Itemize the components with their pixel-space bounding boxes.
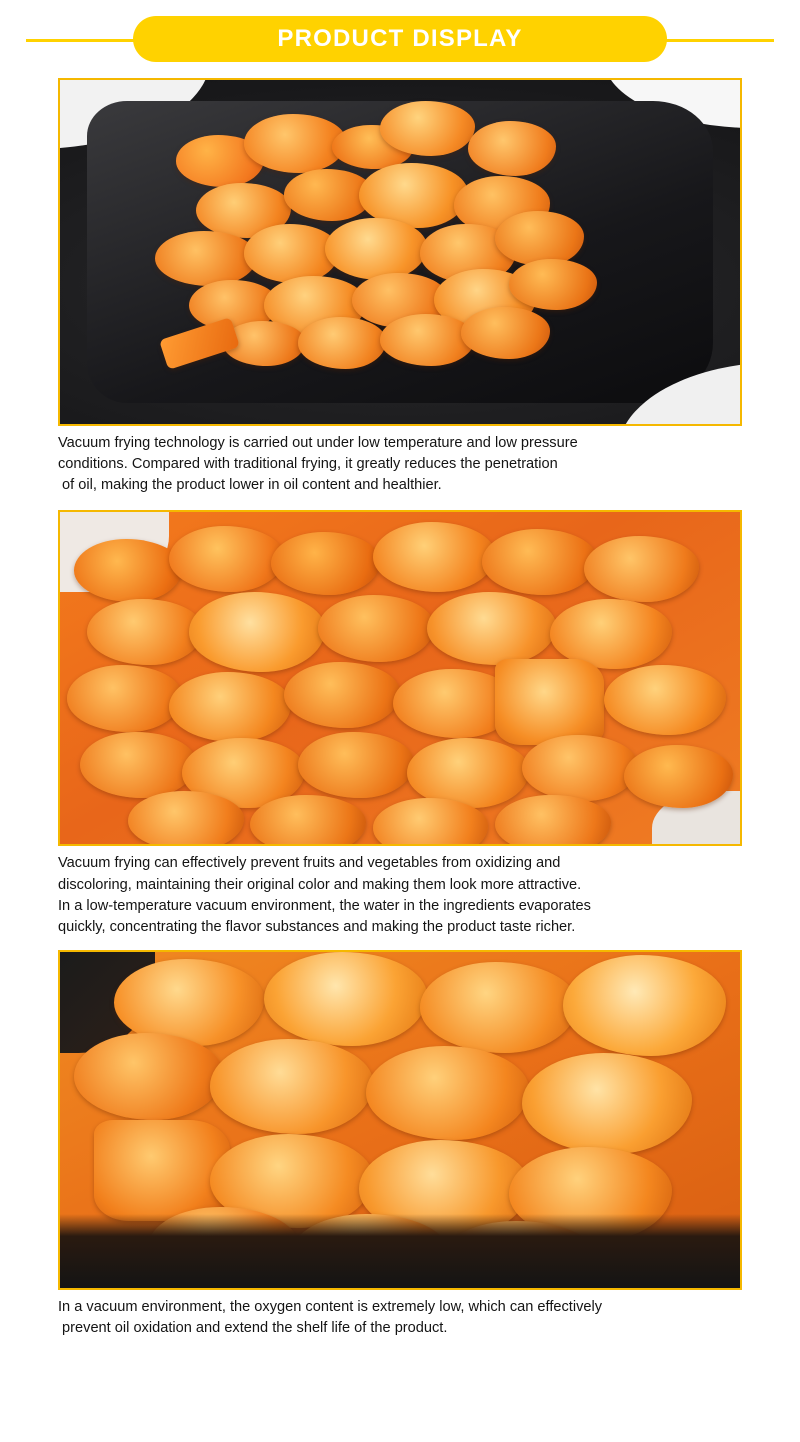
caption-line: discoloring, maintaining their original color and making them look more attractive. <box>58 876 582 893</box>
product-caption-1 <box>58 426 742 496</box>
caption-line: In a vacuum environment, the oxygen content is extremely low, which can effectively <box>58 1299 603 1316</box>
product-section-3 <box>0 950 800 1339</box>
caption-line: Vacuum frying can effectively prevent fruits and vegetables from oxidizing and <box>58 855 561 872</box>
page-title: PRODUCT DISPLAY <box>277 25 523 52</box>
caption-line: In a low-temperature vacuum environment, the water in the ingredients evaporates <box>58 897 591 914</box>
close-up-carrot-slices-image <box>60 512 740 844</box>
caption-line: conditions. Compared with traditional frying, it greatly reduces the penetration <box>58 456 558 473</box>
page-title-banner <box>133 16 667 62</box>
page-header <box>0 0 800 78</box>
product-section-2 <box>0 510 800 938</box>
chip-pile-1 <box>60 80 740 424</box>
product-caption-2 <box>58 846 742 938</box>
product-caption-3 <box>58 1290 742 1339</box>
product-image-3 <box>58 950 742 1290</box>
caption-line: Vacuum frying technology is carried out under low temperature and low pressure <box>58 435 578 451</box>
product-image-1 <box>58 78 742 426</box>
macro-carrot-chips-detail-image <box>60 952 740 1288</box>
product-image-2 <box>58 510 742 846</box>
product-section-1 <box>0 78 800 496</box>
chip-pile-2 <box>60 512 740 844</box>
caption-line: quickly, concentrating the flavor substances and making the product taste richer. <box>58 918 576 935</box>
caption-line: of oil, making the product lower in oil content and healthier. <box>58 477 442 494</box>
fried-carrot-chips-in-black-tray-image <box>60 80 740 424</box>
caption-line: prevent oil oxidation and extend the shelf life of the product. <box>58 1320 448 1337</box>
